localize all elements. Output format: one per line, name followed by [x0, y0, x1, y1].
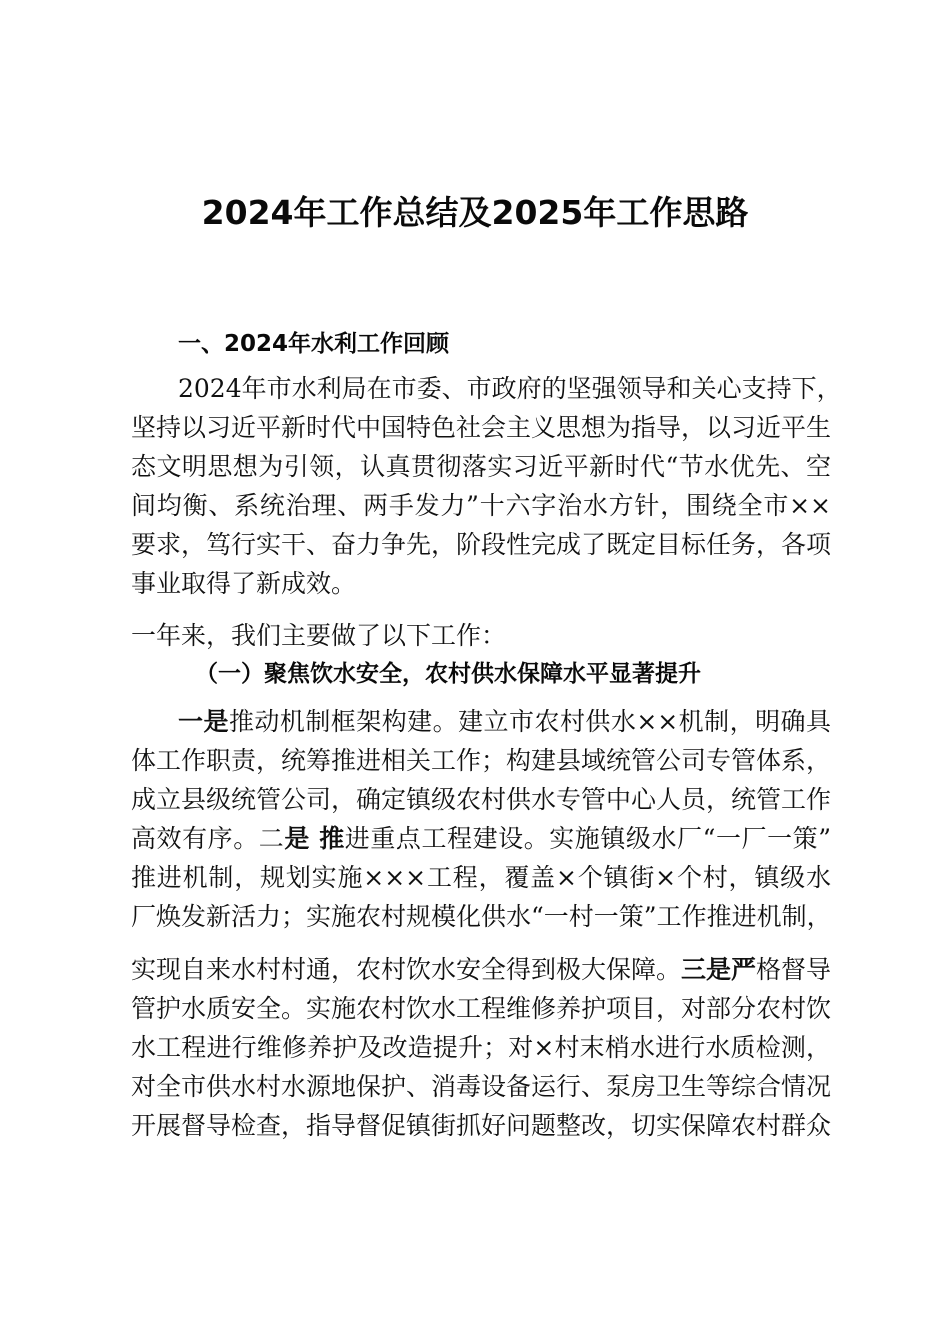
paragraph-line: [178, 703, 831, 741]
line-text: 推动机制框架构建。建立市农村供水××机制，明确具: [228, 707, 831, 736]
line-text: 进重点工程建设。实施镇级水厂“一厂一策”: [344, 824, 831, 853]
line-text: 格督导: [756, 955, 832, 984]
paragraph-line: 坚持以习近平新时代中国特色社会主义思想为指导，以习近平生: [131, 413, 832, 442]
paragraph-line: 间均衡、系统治理、两手发力”十六字治水方针，围绕全市××: [131, 491, 831, 520]
paragraph-line: 成立县级统管公司，确定镇级农村供水专管中心人员，统管工作: [131, 785, 832, 814]
document-title: 2024年工作总结及2025年工作思路: [201, 193, 749, 232]
paragraph-line: 厂焕发新活力；实施农村规模化供水“一村一策”工作推进机制，: [131, 902, 832, 931]
paragraph-line: 要求，笃行实干、奋力争先，阶段性完成了既定目标任务，各项: [131, 530, 832, 559]
paragraph-line: 事业取得了新成效。: [131, 569, 357, 598]
paragraph-line: 态文明思想为引领，认真贯彻落实习近平新时代“节水优先、空: [131, 452, 831, 481]
paragraph-line: [131, 820, 831, 858]
line-text: 实现自来水村村通，农村饮水安全得到极大保障。: [131, 955, 682, 984]
subheading-water-safety: （一）聚焦饮水安全，农村供水保障水平显著提升: [195, 660, 701, 687]
paragraph-line: 管护水质安全。实施农村饮水工程维修养护项目，对部分农村饮: [131, 994, 832, 1023]
paragraph-line: 体工作职责，统筹推进相关工作；构建县域统管公司专管体系，: [131, 746, 832, 775]
paragraph-line: 开展督导检查，指导督促镇街抓好问题整改，切实保障农村群众: [131, 1111, 832, 1140]
section-heading-review: 一、2024年水利工作回顾: [178, 331, 450, 357]
paragraph-line: 推进机制，规划实施×××工程，覆盖×个镇街×个村，镇级水: [131, 863, 831, 892]
paragraph-line: 水工程进行维修养护及改造提升；对×村末梢水进行水质检测，: [131, 1033, 831, 1062]
paragraph-line: 2024年市水利局在市委、市政府的坚强领导和关心支持下，: [178, 374, 842, 403]
paragraph-intro: 一年来，我们主要做了以下工作：: [131, 621, 507, 650]
point-lead-three: 三是严: [681, 955, 757, 984]
point-lead-one: 一是: [178, 707, 229, 736]
paragraph-line: 对全市供水村水源地保护、消毒设备运行、泵房卫生等综合情况: [131, 1072, 832, 1101]
line-text: 高效有序。二: [131, 824, 285, 853]
paragraph-line: [131, 951, 831, 989]
point-lead-two: 是 推: [284, 824, 345, 853]
